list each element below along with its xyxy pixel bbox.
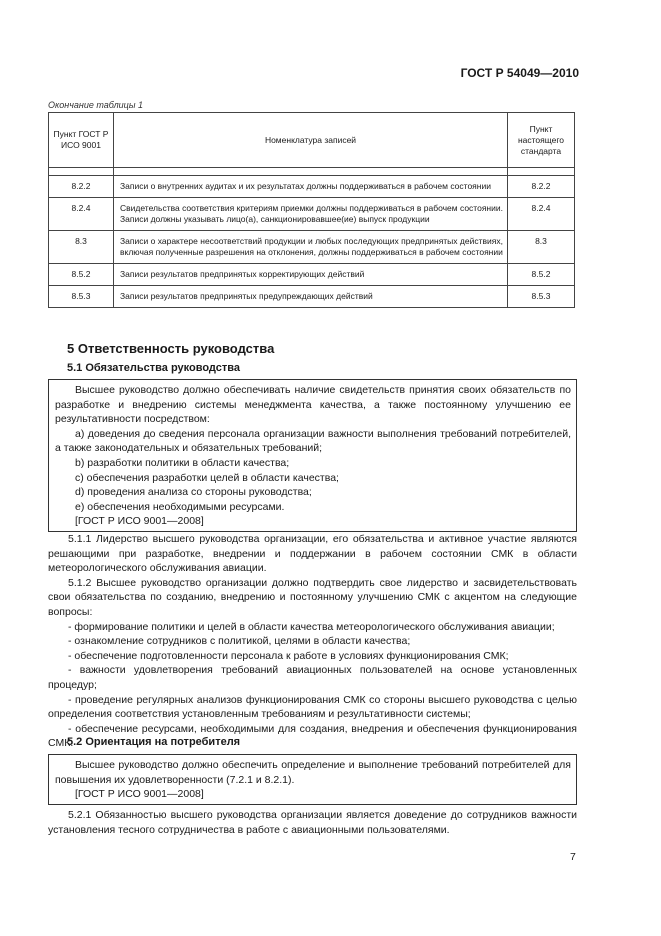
body-text-5-2 [48,808,577,837]
std-clause: 8.5.3 [508,286,575,308]
quote-item: b) разработки политики в области качества; [75,456,290,469]
paragraph-5-2-1: 5.2.1 Обязанностью высшего руководства организации является доведение до сотрудников важности установления тесного сотрудничества в работе с авиационными пользователями. [48,809,577,836]
quoted-requirement-box [48,754,577,805]
record-text: Свидетельства соответствия критериям приемки должны поддерживаться в рабочем состоянии. Записи должны указывать лицо(а), санкционировавшее(ие) выпуск продукции [114,198,508,231]
paragraph-5-1-1: 5.1.1 Лидерство высшего руководства организации, его обязательства и активное участие являются решающими при разработке, внедрении и поддержании в рабочем состоянии СМК в области метеорологического обслуживания авиации. [48,533,577,575]
subsection-title: 5.1 Обязательства руководства [67,362,241,374]
table-row [49,198,575,231]
paragraph-5-1-2: 5.1.2 Высшее руководство организации должно подтвердить свое лидерство и засвидетельствовать свои обязательства по созданию, внедрению и постоянному улучшению СМК с акцентом на следующие вопросы: [48,576,577,618]
record-text: Записи результатов предпринятых корректирующих действий [114,264,508,286]
header-records: Номенклатура записей [114,113,508,168]
list-item: - обеспечение ресурсами, необходимыми для создания, внедрения и обеспечения функционирования СМК. [48,722,577,750]
std-clause: 8.2.4 [508,198,575,231]
std-clause: 8.2.2 [508,176,575,198]
standard-designation: ГОСТ Р 54049—2010 [460,66,579,80]
body-text-5-1 [48,532,577,751]
iso-clause: 8.5.2 [49,264,114,286]
table-row [49,176,575,198]
list-item: - проведение регулярных анализов функционирования СМК со стороны высшего руководства с целью определения соответствия установленным требованиям и результативности системы; [48,693,577,721]
list-item: - ознакомление сотрудников с политикой, целями в области качества; [68,635,411,648]
table-row [49,264,575,286]
iso-clause: 8.2.2 [49,176,114,198]
quote-paragraph: Высшее руководство должно обеспечить определение и выполнение требований потребителей для повышения их удовлетворенности (7.2.1 и 8.2.1). [55,759,571,786]
iso-clause: 8.5.3 [49,286,114,308]
quote-item: c) обеспечения разработки целей в области качества; [75,471,339,484]
quote-item: d) проведения анализа со стороны руководства; [75,486,312,499]
table-caption: Окончание таблицы 1 [48,100,143,110]
quoted-requirement-box [48,379,577,532]
page-number: 7 [570,851,576,863]
section-title: 5 Ответственность руководства [67,341,275,356]
table-row [49,286,575,308]
quote-item: а) доведения до сведения персонала организации важности выполнения требований потребителей, а также законодательных и обязательных требований; [55,427,571,455]
record-text: Записи о внутренних аудитах и их результатах должны поддерживаться в рабочем состоянии [114,176,508,198]
table-row [49,231,575,264]
header-iso-clause: Пункт ГОСТ Р ИСО 9001 [49,113,114,168]
list-item: - важности удовлетворения требований авиационных пользователей на основе установленных процедур; [48,664,577,691]
list-item: - обеспечение подготовленности персонала к работе в условиях функционирования СМК; [68,649,509,662]
record-text: Записи результатов предпринятых предупреждающих действий [114,286,508,308]
record-text: Записи о характере несоответствий продукции и любых последующих предпринятых действиях, включая полученные разрешения на отклонения, должны поддерживаться в рабочем состоянии [114,231,508,264]
std-clause: 8.3 [508,231,575,264]
quote-item: e) обеспечения необходимыми ресурсами. [75,500,285,513]
std-clause: 8.5.2 [508,264,575,286]
list-item: - формирование политики и целей в области качества метеорологического обслуживания авиации; [68,620,555,633]
subsection-title: 5.2 Ориентация на потребителя [67,736,241,748]
quote-reference: [ГОСТ Р ИСО 9001—2008] [75,788,204,801]
iso-clause: 8.2.4 [49,198,114,231]
records-table [48,112,575,308]
quote-paragraph: Высшее руководство должно обеспечивать наличие свидетельств принятия своих обязательств по разработке и внедрению системы менеджмента качества, а также постоянному улучшению ее результативности посредством: [55,384,571,426]
iso-clause: 8.3 [49,231,114,264]
quote-reference: [ГОСТ Р ИСО 9001—2008] [75,515,204,528]
header-std-clause: Пункт настоящего стандарта [508,113,575,168]
